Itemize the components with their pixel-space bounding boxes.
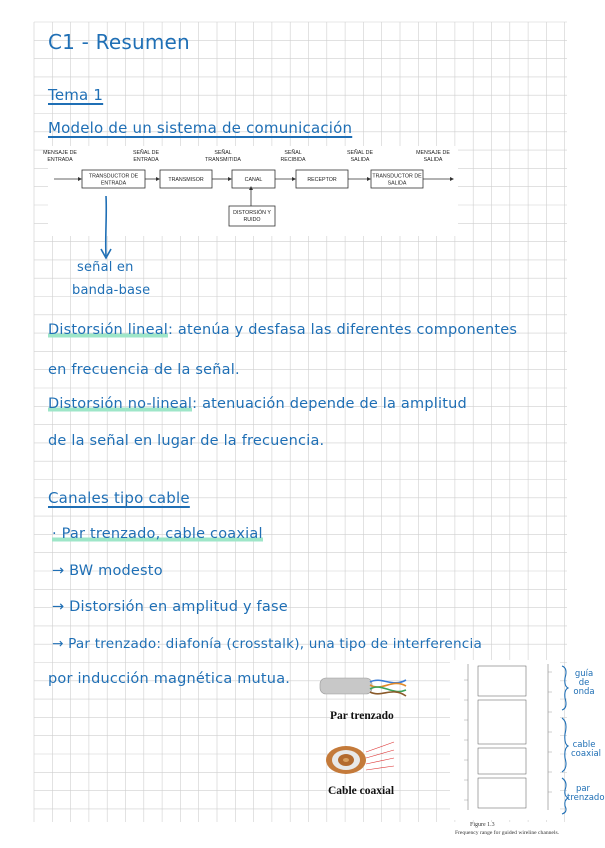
baseband-annotation-2: banda-base: [72, 283, 151, 298]
side-note-waveguide: [571, 670, 597, 697]
distortion-lineal-text-1: : atenúa y desfasa las diferentes componentes: [168, 322, 518, 338]
coaxial-cable-label: Cable coaxial: [328, 785, 395, 797]
cables-heading: Canales tipo cable: [48, 489, 190, 507]
diagram-top-label: SEÑAL: [214, 150, 232, 156]
side-note-line: de: [578, 678, 590, 688]
side-note-line: coaxial: [571, 749, 602, 759]
distortion-nolineal-line-2: de la señal en lugar de la frecuencia.: [48, 433, 325, 449]
distortion-lineal-term: Distorsión lineal: [48, 322, 169, 338]
distortion-lineal-line-1: [48, 322, 517, 338]
tema-heading: Tema 1: [48, 86, 104, 104]
side-note-twisted-pair: [567, 784, 605, 803]
diagram-top-label: SEÑAL: [284, 150, 302, 156]
figure-caption-text: Frequency range for guided wireline channels.: [454, 830, 560, 836]
baseband-annotation-1: señal en: [77, 260, 134, 275]
diagram-block-label: TRANSDUCTOR DE: [88, 173, 139, 180]
cables-arrow-1: → BW modesto: [52, 563, 163, 579]
noise-block-label: DISTORSIÓN Y: [233, 210, 271, 216]
side-note-line: par: [575, 784, 591, 794]
cables-bullet-1: · Par trenzado, cable coaxial: [52, 526, 263, 542]
distortion-nolineal-line-1: [48, 396, 467, 412]
side-note-line: onda: [573, 687, 595, 697]
cables-line-4: por inducción magnética mutua.: [48, 671, 291, 687]
diagram-top-label: ENTRADA: [47, 157, 73, 163]
side-note-coaxial: [571, 740, 602, 759]
coaxial-cable-image: [322, 730, 402, 782]
diagram-block-label: SALIDA: [387, 180, 407, 187]
page-title: C1 - Resumen: [48, 30, 190, 54]
distortion-lineal-line-2: en frecuencia de la señal.: [48, 362, 240, 378]
diagram-block-label: RECEPTOR: [307, 177, 337, 183]
diagram-top-label: ENTRADA: [133, 157, 159, 163]
noise-block: [229, 206, 275, 226]
diagram-top-label: RECIBIDA: [280, 157, 306, 163]
twisted-pair-image: [320, 672, 410, 706]
diagram-block-label: CANAL: [244, 177, 263, 183]
baseband-arrow: [96, 196, 116, 266]
noise-block-label: RUIDO: [243, 217, 261, 223]
noise-block-box: [229, 206, 275, 226]
diagram-top-label: MENSAJE DE: [43, 150, 77, 156]
distortion-nolineal-text-1: : atenuación depende de la amplitud: [192, 396, 467, 412]
side-note-line: cable: [572, 740, 596, 750]
diagram-top-label: MENSAJE DE: [416, 150, 450, 156]
diagram-top-label: SEÑAL DE: [346, 150, 374, 156]
side-note-line: guía: [574, 669, 594, 679]
cables-arrow-3: → Par trenzado: diafonía (crosstalk), una tipo de interferencia: [52, 636, 482, 652]
diagram-top-label: SEÑAL DE: [132, 150, 160, 156]
side-note-line: trenzado: [567, 793, 605, 803]
diagram-top-label: TRANSMITIDA: [205, 157, 241, 163]
twisted-pair-label: Par trenzado: [330, 710, 394, 722]
diagram-block-label: ENTRADA: [100, 180, 127, 187]
diagram-top-label: SALIDA: [423, 157, 443, 163]
diagram-block-label: TRANSDUCTOR DE: [372, 173, 422, 180]
distortion-nolineal-term: Distorsión no-lineal: [48, 396, 193, 412]
modelo-heading: Modelo de un sistema de comunicación: [48, 119, 353, 137]
cables-arrow-2: → Distorsión en amplitud y fase: [52, 599, 288, 615]
figure-caption-title: Figure 1.3: [470, 822, 495, 828]
diagram-blocks: [82, 170, 423, 188]
diagram-top-label: SALIDA: [350, 157, 370, 163]
frequency-range-figure: [450, 660, 560, 820]
diagram-block-label: TRANSMISOR: [168, 177, 204, 183]
